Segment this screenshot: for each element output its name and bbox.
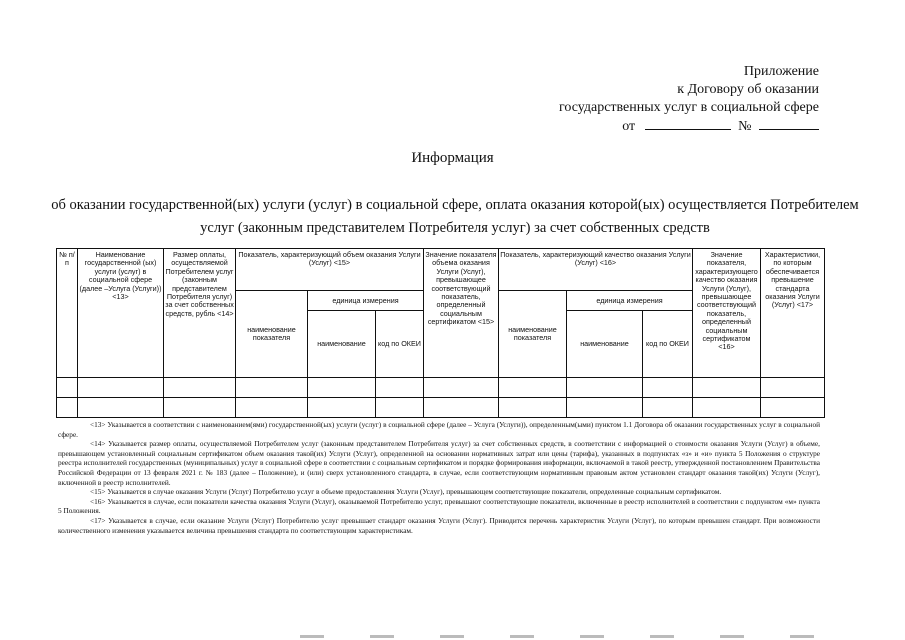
table-cell[interactable] — [643, 377, 693, 397]
header-volume-unit: единица измерения — [308, 291, 424, 311]
number-blank — [759, 117, 819, 130]
footnotes — [58, 420, 820, 535]
table-cell[interactable] — [308, 397, 376, 417]
table-cell[interactable] — [643, 397, 693, 417]
table-cell[interactable] — [424, 377, 499, 397]
header-characteristics: Характеристики, по которым обеспечивается превышение стандарта оказания Услуги (Услуг) <17> — [761, 249, 825, 378]
table-cell[interactable] — [164, 377, 236, 397]
date-blank — [645, 117, 731, 130]
table-cell[interactable] — [693, 377, 761, 397]
table-cell[interactable] — [424, 397, 499, 417]
footnote-15: <15> Указывается в случае оказания Услуги (Услуг) Потребителю услуг в объеме предоставления Услуги (Услуг), превышающем соответствующие показатели, определенные социальным сертификатом. — [90, 487, 722, 497]
header-volume-group: Показатель, характеризующий объем оказания Услуги (Услуг) <15> — [236, 249, 424, 291]
header-payment: Размер оплаты, осуществляемой Потребителем услуг (законным представителем Потребителя услуг) за счет собственных средств, рубль <14> — [164, 249, 236, 378]
document-subtitle: об оказании государственной(ых) услуги (услуг) в социальной сфере, оплата оказания которой(ых) осуществляется Потребителем услуг (законным представителем Потребителя услуг) за счет собственных средств — [51, 197, 859, 236]
table-cell[interactable] — [236, 397, 308, 417]
table-cell[interactable] — [308, 377, 376, 397]
header-num: № п/п — [57, 249, 78, 378]
table-cell[interactable] — [78, 397, 164, 417]
table-cell[interactable] — [376, 377, 424, 397]
header-volume-unit-code: код по ОКЕИ — [376, 311, 424, 377]
table-cell[interactable] — [57, 397, 78, 417]
footnote-16: <16> Указывается в случае, если показатели качества оказания Услуги (Услуг), оказываемой Потребителю услуг, превышают соответствующие показатели, включенные в реестр исполнителей в соответствии с подпунктом «м» пункта 5 Положения. — [58, 496, 820, 516]
annex-date-number-line — [559, 117, 819, 136]
scan-artifact — [300, 635, 860, 638]
document-title: Информация — [411, 150, 494, 166]
annex-contract-ref: к Договору об оказании — [677, 82, 819, 97]
info-table — [56, 248, 825, 418]
header-volume-value: Значение показателя объема оказания Услуги (Услуг), превышающее соответствующий показатель, определенный социальным сертификатом <15> — [424, 249, 499, 378]
header-quality-unit: единица измерения — [567, 291, 693, 311]
table-cell[interactable] — [499, 377, 567, 397]
header-quality-group: Показатель, характеризующий качество оказания Услуги (Услуг) <16> — [499, 249, 693, 291]
header-quality-unit-name: наименование — [567, 311, 643, 377]
header-volume-indicator-name: наименование показателя — [236, 291, 308, 378]
table-cell[interactable] — [78, 377, 164, 397]
number-label: № — [738, 119, 752, 134]
header-service: Наименование государственной (ых) услуги (услуг) в социальной сфере (далее –Услуга (Услуги)) <13> — [78, 249, 164, 378]
table-cell[interactable] — [693, 397, 761, 417]
table-cell[interactable] — [164, 397, 236, 417]
table-cell[interactable] — [567, 377, 643, 397]
table-row — [57, 377, 825, 397]
from-label: от — [622, 119, 636, 134]
table-cell[interactable] — [376, 397, 424, 417]
table-cell[interactable] — [236, 377, 308, 397]
table-cell[interactable] — [57, 377, 78, 397]
annex-header — [559, 63, 819, 136]
footnote-13: <13> Указывается в соответствии с наименованием(ями) государственной(ых) услуги (услуг) в социальной сфере (далее – Услуга (Услуги)), определенным(ыми) пунктом 1.1 Договора об оказании государственных услуг в социальной сфере. — [58, 420, 820, 439]
table-cell[interactable] — [567, 397, 643, 417]
table-row — [57, 397, 825, 417]
header-volume-unit-name: наименование — [308, 311, 376, 377]
annex-contract-subject: государственных услуг в социальной сфере — [558, 100, 819, 115]
header-quality-value: Значение показателя, характеризующего качество оказания Услуги (Услуг), превышающее соответствующий показатель, определенный социальным сертификатом <16> — [693, 249, 761, 378]
header-quality-unit-code: код по ОКЕИ — [643, 311, 693, 377]
table-cell[interactable] — [761, 377, 825, 397]
table-cell[interactable] — [761, 397, 825, 417]
header-quality-indicator-name: наименование показателя — [499, 291, 567, 378]
table-cell[interactable] — [499, 397, 567, 417]
annex-title: Приложение — [743, 64, 819, 79]
footnote-17: <17> Указывается в случае, если оказание Услуги (Услуг) Потребителю услуг превышает стандарт оказания Услуги (Услуг). Приводится перечень характеристик Услуги (Услуг), по которым превышен стандарт. При возможности количественного изменения указывается величина превышения стандарта по соответствующим характеристикам. — [58, 515, 820, 535]
footnote-14: <14> Указывается размер оплаты, осуществляемой Потребителем услуг (законным представителем Потребителя услуг) за счет собственных средств, в соответствии с информацией о стоимости оказания Услуги (Услуг) в объеме, превышающем установленный социальным сертификатом объем оказания такой(их) Услуги (Услуг), определенной на основании нормативных затрат или цены (тарифа), указанных в подпунктах «з» и «и» пункта 5 Положения о структуре реестра исполнителей государственных (муниципальных) услуг в социальной сфере в соответствии с социальным сертификатом и порядке формирования информации, включаемой в такой реестр, утвержденной постановлением Правительства Российской Федерации от 13 февраля 2021 г. № 183 (далее – Положение), и (или) сверх установленного стандарта, в случае, если соответствующим нормативным правовым актом установлен стандарт оказания такой(их) Услуги (Услуг), включенной в реестр исполнителей. — [58, 439, 820, 487]
